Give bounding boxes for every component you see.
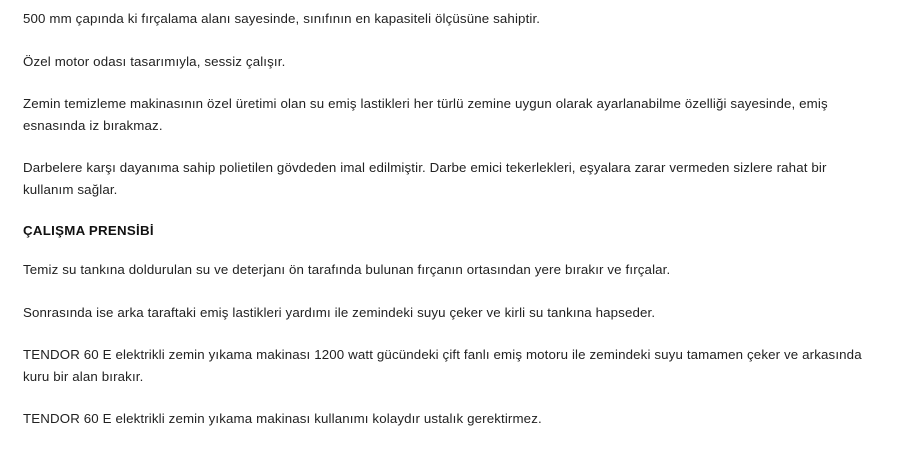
working-principle-paragraph: TENDOR 60 E elektrikli zemin yıkama makinası kullanımı kolaydır ustalık gerektirmez. [23, 411, 542, 427]
product-feature-paragraph: 500 mm çapında ki fırçalama alanı sayesinde, sınıfının en kapasiteli ölçüsüne sahiptir. [23, 11, 541, 26]
working-principle-paragraph: TENDOR 60 E elektrikli zemin yıkama makinası 1200 watt gücündeki çift fanlı emiş motoru ile zemindeki suyu tamamen çeker ve arkasında kuru bir alan bırakır. [23, 347, 862, 384]
product-feature-paragraph: Zemin temizleme makinasının özel üretimi olan su emiş lastikleri her türlü zemine uygun olarak ayarlanabilme özelliği sayesinde, emiş esnasında iz bırakmaz. [23, 96, 828, 133]
working-principle-paragraph: Sonrasında ise arka taraftaki emiş lastikleri yardımı ile zemindeki suyu çeker ve kirli su tankına hapseder. [23, 304, 656, 320]
section-heading-working-principle: ÇALIŞMA PRENSİBİ [23, 223, 154, 239]
product-feature-paragraph: Darbelere karşı dayanıma sahip polietilen gövdeden imal edilmiştir. Darbe emici tekerlekleri, eşyalara zarar vermeden sizlere rahat bir kullanım sağlar. [23, 160, 827, 197]
product-feature-paragraph: Özel motor odası tasarımıyla, sessiz çalışır. [23, 53, 286, 69]
working-principle-paragraph: Temiz su tankına doldurulan su ve deterjanı ön tarafında bulunan fırçanın ortasından yere bırakır ve fırçalar. [23, 262, 671, 278]
